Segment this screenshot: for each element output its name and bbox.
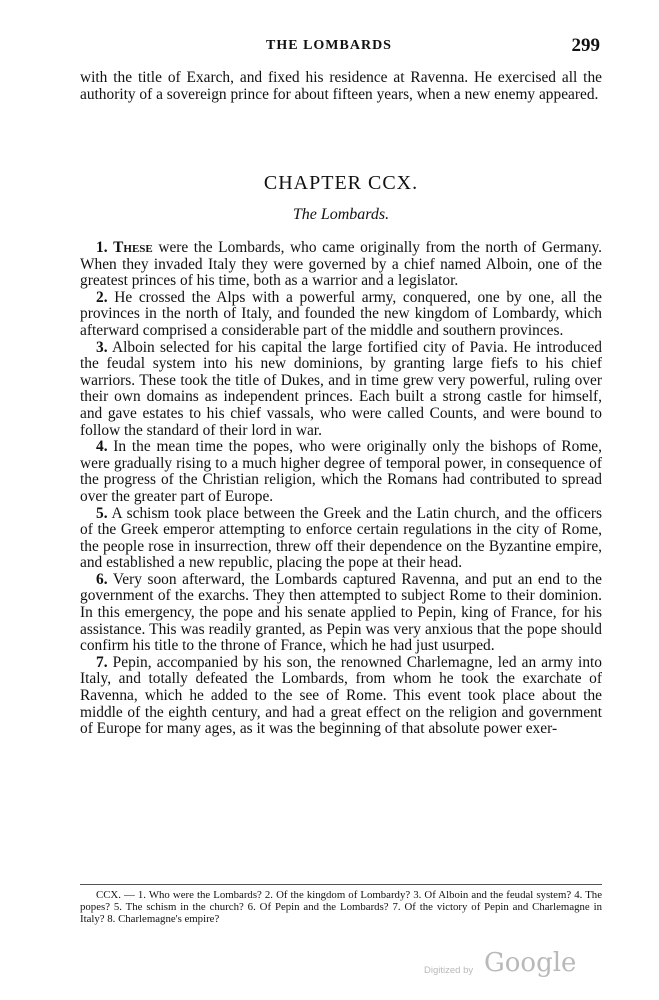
section-text: A schism took place between the Greek and the Latin church, and the officers of the Greek emperor attempting to enforce certain regulations in the city of Rome, the people rose in insurrection, threw off their dependence on the Byzantine empire, and established a new republic, placing the pope at their head.: [80, 504, 602, 572]
section-number: 6.: [96, 570, 108, 588]
section-number: 1.: [96, 239, 108, 256]
section-paragraph-3: [80, 340, 602, 440]
intro-paragraph: with the title of Exarch, and fixed his residence at Ravenna. He exercised all the authority of a sovereign prince for about fifteen years, when a new enemy appeared.: [80, 69, 602, 103]
review-questions: [80, 889, 602, 926]
section-paragraph-6: [80, 572, 602, 655]
section-number: 3.: [96, 338, 108, 356]
section-paragraph-2: [80, 290, 602, 340]
digitized-watermark: [424, 948, 614, 988]
section-text: were the Lombards, who came originally from the north of Germany. When they invaded Italy they were governed by a chief named Alboin, one of the greatest princes of his time, both as a warrior and a legislator.: [80, 239, 602, 290]
watermark-prefix: Digitized by: [424, 965, 474, 976]
watermark-brand: Google: [484, 948, 577, 978]
section-number: 7.: [96, 653, 108, 671]
page-number: 299: [571, 35, 600, 56]
chapter-subtitle: The Lombards.: [292, 206, 390, 223]
section-text: Very soon afterward, the Lombards captured Ravenna, and put an end to the government of the exarchs. They then attempted to subject Rome to their dominion. In this emergency, the pope and his senate applied to Pepin, king of France, for his assistance. This was readily granted, as Pepin was very anxious that the pope should confirm his title to the throne of France, which he had just usurped.: [80, 570, 602, 655]
section-text: Alboin selected for his capital the large fortified city of Pavia. He introduced the feudal system into his new dominions, by granting large fiefs to his chief warriors. These took the title of Dukes, and in time grew very powerful, ruling over their own domains as independent princes. Each built a strong castle for himself, and gave estates to his chief vassals, who were called Counts, and were bound to follow the standard of their lord in war.: [80, 338, 602, 439]
footnote-divider: [80, 884, 602, 885]
section-text: He crossed the Alps with a powerful army, conquered, one by one, all the provinces in the north of Italy, and founded the new kingdom of Lombardy, which afterward comprised a considerable part of the middle and southern provinces.: [80, 288, 602, 339]
section-paragraph-1: [80, 240, 602, 290]
intro-paragraph-block: [80, 70, 602, 103]
section-paragraph-5: [80, 506, 602, 572]
chapter-sections: [80, 240, 602, 738]
running-title: THE LOMBARDS: [266, 38, 392, 53]
section-number: 4.: [96, 438, 108, 456]
section-text: In the mean time the popes, who were originally only the bishops of Rome, were gradually rising to a much higher degree of temporal power, in consequence of the progress of the Christian religion, which the Romans had contributed to spread over the greater part of Europe.: [80, 438, 602, 505]
section-text: Pepin, accompanied by his son, the renowned Charlemagne, led an army into Italy, and totally defeated the Lombards, from whom he took the exarchate of Ravenna, which he added to the see of Rome. This event took place about the middle of the eighth century, and had a great effect on the religion and government of Europe for many ages, as it was the beginning of that absolute power exer-: [80, 653, 602, 738]
section-paragraph-7: [80, 655, 602, 738]
section-paragraph-4: [80, 439, 602, 505]
chapter-heading: CHAPTER CCX.: [263, 172, 419, 194]
section-number: 5.: [96, 504, 108, 522]
section-number: 2.: [96, 288, 108, 306]
review-questions-text: CCX. — 1. Who were the Lombards? 2. Of the kingdom of Lombardy? 3. Of Alboin and the feudal system? 4. The popes? 5. The schism in the church? 6. Of Pepin and the Lombards? 7. Of the victory of Pepin and Charlemagne in Italy? 8. Charlemagne's empire?: [80, 889, 602, 926]
running-head: [80, 35, 600, 60]
section-lead-word: These: [113, 239, 153, 256]
